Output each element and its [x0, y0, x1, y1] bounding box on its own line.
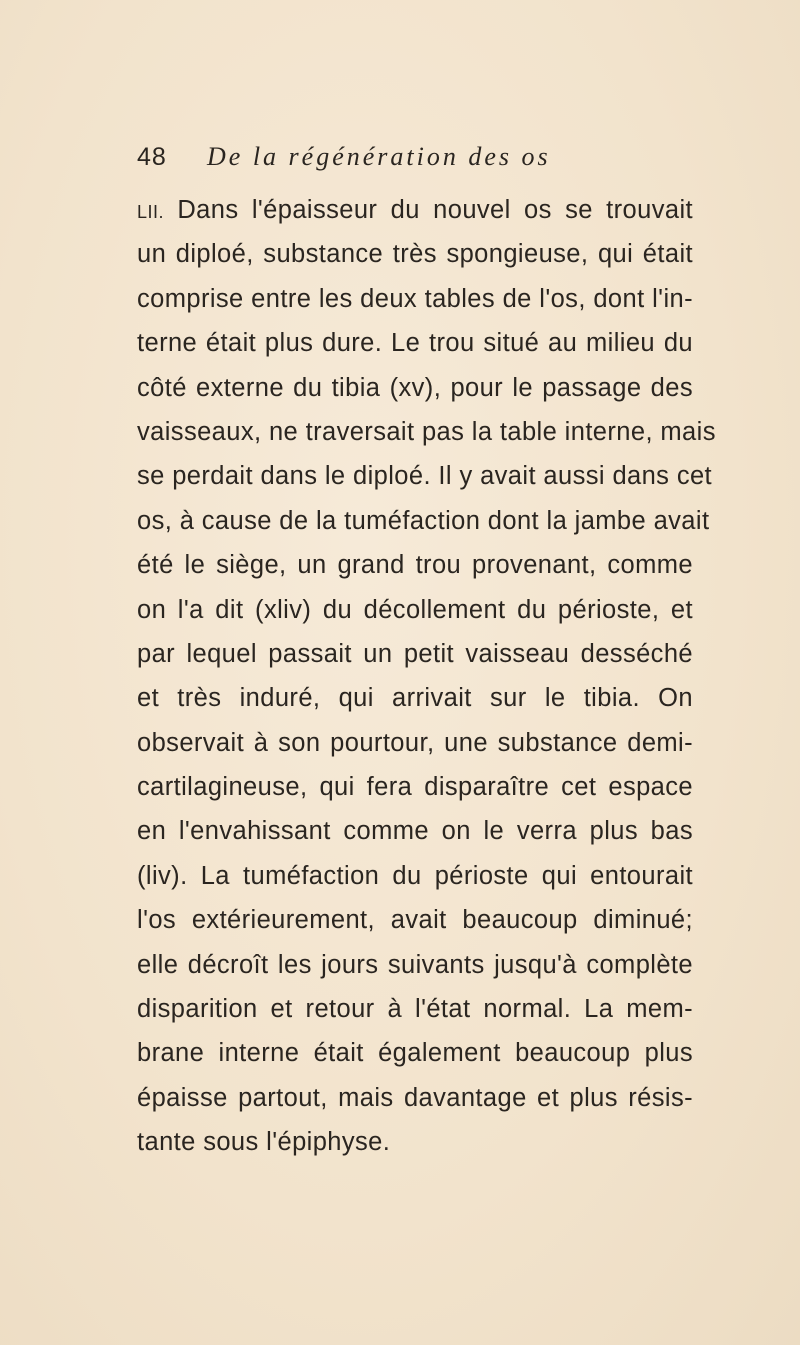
text-line-content: . La tuméfaction du périoste qui entourait: [180, 861, 693, 890]
text-line: vaisseaux, ne traversait pas la table interne, mais: [137, 417, 716, 446]
text-line-content: Dans l'épaisseur du nouvel os se trouvait: [164, 196, 693, 224]
section-numeral: LII.: [137, 202, 165, 222]
text-line: elle décroît les jours suivants jusqu'à complète: [137, 950, 693, 979]
cross-reference-xliv: (xliv): [255, 595, 312, 624]
text-line: [137, 854, 693, 898]
text-line: par lequel passait un petit vaisseau desséché: [137, 639, 693, 668]
text-line: os, à cause de la tuméfaction dont la jambe avait: [137, 506, 710, 535]
text-line: été le siège, un grand trou provenant, comme: [137, 551, 693, 580]
text-line: observait à son pourtour, une substance demi-: [137, 728, 693, 757]
text-line: [137, 188, 693, 232]
text-line: disparition et retour à l'état normal. La mem-: [137, 995, 693, 1024]
cross-reference-xv: (xv): [389, 373, 434, 402]
text-line-content: côté externe du tibia: [137, 373, 390, 402]
text-line: et très induré, qui arrivait sur le tibia. On: [137, 684, 693, 713]
text-line: se perdait dans le diploé. Il y avait aussi dans cet: [137, 462, 713, 491]
text-line: terne était plus dure. Le trou situé au milieu du: [137, 329, 693, 358]
text-line: épaisse partout, mais davantage et plus résis-: [137, 1083, 693, 1112]
page-header: [137, 136, 637, 176]
text-line-content: du décollement du périoste, et: [311, 595, 694, 624]
text-line: comprise entre les deux tables de l'os, dont l'in-: [137, 284, 693, 313]
text-line-content: , pour le passage des: [433, 373, 693, 402]
paragraph-lii: [137, 188, 716, 1165]
text-line: en l'envahissant comme on le verra plus bas: [137, 817, 693, 846]
running-title: De la régénération des os: [207, 142, 551, 171]
cross-reference-liv: (liv): [137, 861, 181, 890]
text-line-content: on l'a dit: [137, 595, 256, 624]
text-line: l'os extérieurement, avait beaucoup diminué;: [137, 906, 693, 935]
text-line: [137, 588, 693, 632]
text-line: cartilagineuse, qui fera disparaître cet espace: [137, 773, 693, 802]
text-line: [137, 366, 693, 410]
text-line: un diploé, substance très spongieuse, qui était: [137, 240, 693, 269]
text-line: brane interne était également beaucoup plus: [137, 1039, 693, 1068]
page-number: 48: [137, 143, 167, 171]
text-line: tante sous l'épiphyse.: [137, 1128, 391, 1157]
